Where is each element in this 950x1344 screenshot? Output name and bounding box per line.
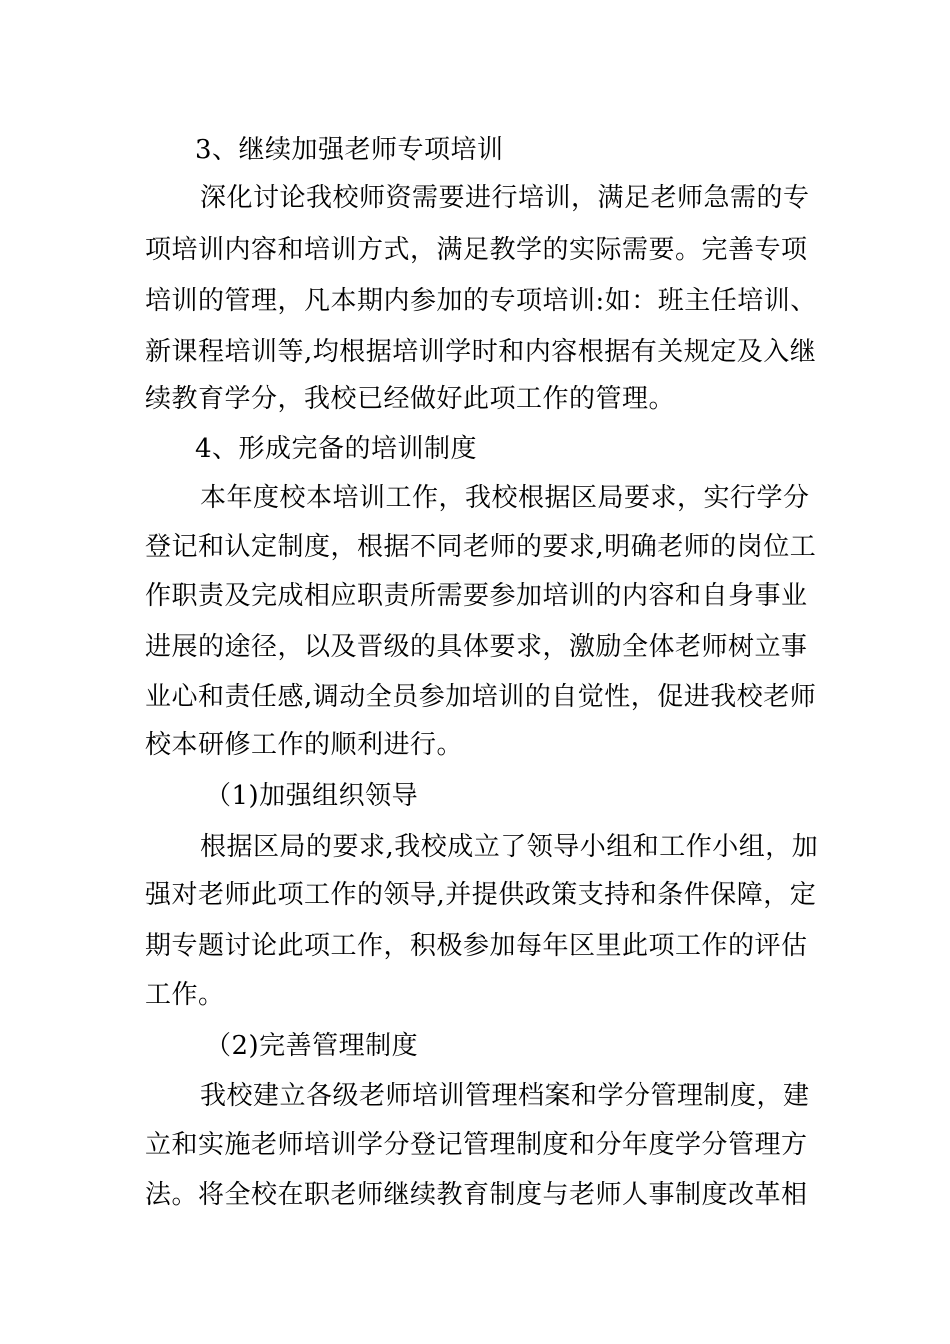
- paragraph-line: 强对老师此项工作的领导,并提供政策支持和条件保障，定: [145, 880, 817, 910]
- paragraph-line: 业心和责任感,调动全员参加培训的自觉性，促进我校老师: [145, 682, 817, 712]
- section-heading-4: 4、形成完备的培训制度: [195, 434, 478, 464]
- subsection-heading-2: （2)完善管理制度: [205, 1031, 419, 1061]
- paragraph-line: 深化讨论我校师资需要进行培训，满足老师急需的专: [200, 183, 810, 213]
- paragraph-line: 工作。: [145, 980, 225, 1010]
- paragraph-line: 立和实施老师培训学分登记管理制度和分年度学分管理方: [145, 1130, 808, 1160]
- paragraph-line: 本年度校本培训工作，我校根据区局要求，实行学分: [200, 483, 810, 513]
- paragraph-line: 校本研修工作的顺利进行。: [145, 730, 464, 760]
- paragraph-line: 法。将全校在职老师继续教育制度与老师人事制度改革相: [145, 1180, 808, 1210]
- paragraph-line: 我校建立各级老师培训管理档案和学分管理制度，建: [200, 1081, 810, 1111]
- paragraph-line: 新课程培训等,均根据培训学时和内容根据有关规定及入继: [145, 337, 817, 367]
- paragraph-line: 期专题讨论此项工作，积极参加每年区里此项工作的评估: [145, 931, 808, 961]
- paragraph-line: 登记和认定制度，根据不同老师的要求,明确老师的岗位工: [145, 532, 817, 562]
- paragraph-line: 项培训内容和培训方式，满足教学的实际需要。完善专项: [145, 235, 808, 265]
- subsection-heading-1: （1)加强组织领导: [205, 781, 419, 811]
- paragraph-line: 进展的途径，以及晋级的具体要求，激励全体老师树立事: [145, 632, 808, 662]
- paragraph-line: 作职责及完成相应职责所需要参加培训的内容和自身事业: [145, 581, 808, 611]
- section-heading-3: 3、继续加强老师专项培训: [195, 135, 504, 165]
- paragraph-line: 根据区局的要求,我校成立了领导小组和工作小组，加: [200, 832, 819, 862]
- paragraph-line: 续教育学分，我校已经做好此项工作的管理。: [145, 384, 676, 414]
- paragraph-line: 培训的管理，凡本期内参加的专项培训:如：班主任培训、: [145, 286, 817, 316]
